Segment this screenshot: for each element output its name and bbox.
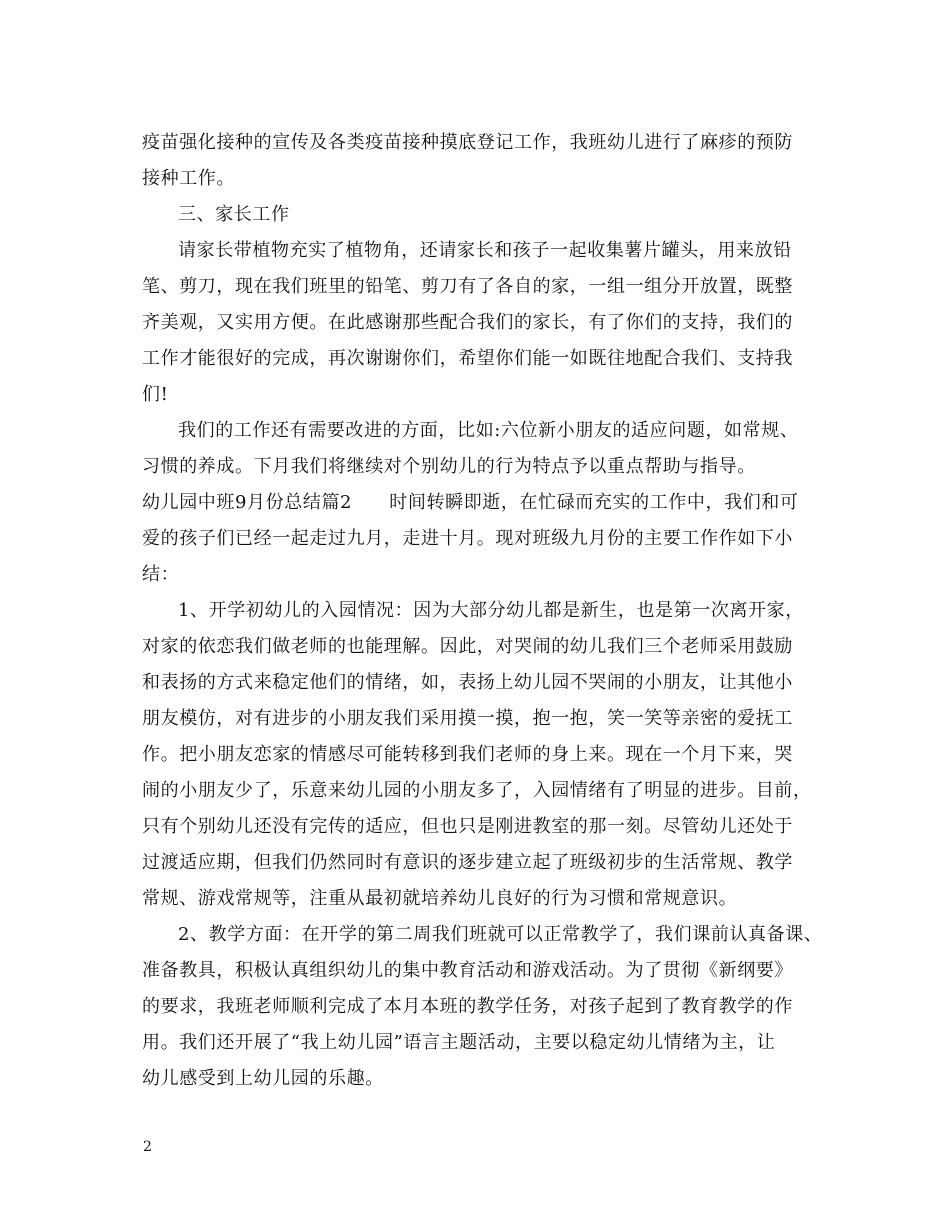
body-text-line: 的要求，我班老师顺利完成了本月本班的教学任务，对孩子起到了教育教学的作 xyxy=(142,996,793,1017)
body-text-line: 习惯的养成。下月我们将继续对个别幼儿的行为特点予以重点帮助与指导。 xyxy=(142,456,756,477)
body-text-line: 用。我们还开展了“我上幼儿园”语言主题活动，主要以稳定幼儿情绪为主，让 xyxy=(142,1032,776,1053)
body-text-line: 对家的依恋我们做老师的也能理解。因此，对哭闹的幼儿我们三个老师采用鼓励 xyxy=(142,636,793,657)
body-text-line: 们! xyxy=(142,384,169,405)
body-text-line: 和表扬的方式来稳定他们的情绪，如，表扬上幼儿园不哭闹的小朋友，让其他小 xyxy=(142,672,793,693)
body-text-line: 接种工作。 xyxy=(142,168,235,189)
body-text-line: 爱的孩子们已经一起走过九月，走进十月。现对班级九月份的主要工作作如下小 xyxy=(142,528,793,549)
body-text-line: 1、开学初幼儿的入园情况：因为大部分幼儿都是新生，也是第一次离开家， xyxy=(178,600,804,621)
section-heading: 三、家长工作 xyxy=(178,204,290,225)
body-text-line: 我们的工作还有需要改进的方面，比如:六位新小朋友的适应问题，如常规、 xyxy=(178,420,799,441)
body-text-line: 准备教具，积极认真组织幼儿的集中教育活动和游戏活动。为了贯彻《新纲要》 xyxy=(142,960,793,981)
body-text-line: 结： xyxy=(142,564,180,585)
body-text-line: 笔、剪刀，现在我们班里的铅笔、剪刀有了各自的家，一组一组分开放置，既整 xyxy=(142,276,793,297)
body-text-line: 朋友模仿，对有进步的小朋友我们采用摸一摸，抱一抱，笑一笑等亲密的爱抚工 xyxy=(142,708,793,729)
body-text-line: 疫苗强化接种的宣传及各类疫苗接种摸底登记工作，我班幼儿进行了麻疹的预防 xyxy=(142,132,793,153)
body-text-line: 齐美观，又实用方便。在此感谢那些配合我们的家长，有了你们的支持，我们的 xyxy=(142,312,793,333)
body-text-line: 只有个别幼儿还没有完传的适应，但也只是刚进教室的那一刻。尽管幼儿还处于 xyxy=(142,816,793,837)
body-text-line: 幼儿感受到上幼儿园的乐趣。 xyxy=(142,1068,384,1089)
body-text-line: 2、教学方面：在开学的第二周我们班就可以正常教学了，我们课前认真备课、 xyxy=(178,924,823,945)
body-text-line: 请家长带植物充实了植物角，还请家长和孩子一起收集薯片罐头，用来放铅 xyxy=(178,240,792,261)
article-title-line: 幼儿园中班9月份总结篇2 时间转瞬即逝，在忙碌而充实的工作中，我们和可 xyxy=(142,492,799,513)
page-number: 2 xyxy=(143,1139,152,1155)
body-text-line: 工作才能很好的完成，再次谢谢你们，希望你们能一如既往地配合我们、支持我 xyxy=(142,348,793,369)
body-text-line: 闹的小朋友少了，乐意来幼儿园的小朋友多了，入园情绪有了明显的进步。目前， xyxy=(142,780,812,801)
body-text-line: 常规、游戏常规等，注重从最初就培养幼儿良好的行为习惯和常规意识。 xyxy=(142,888,738,909)
body-text-line: 作。把小朋友恋家的情感尽可能转移到我们老师的身上来。现在一个月下来，哭 xyxy=(142,744,793,765)
body-text-line: 过渡适应期，但我们仍然同时有意识的逐步建立起了班级初步的生活常规、教学 xyxy=(142,852,793,873)
